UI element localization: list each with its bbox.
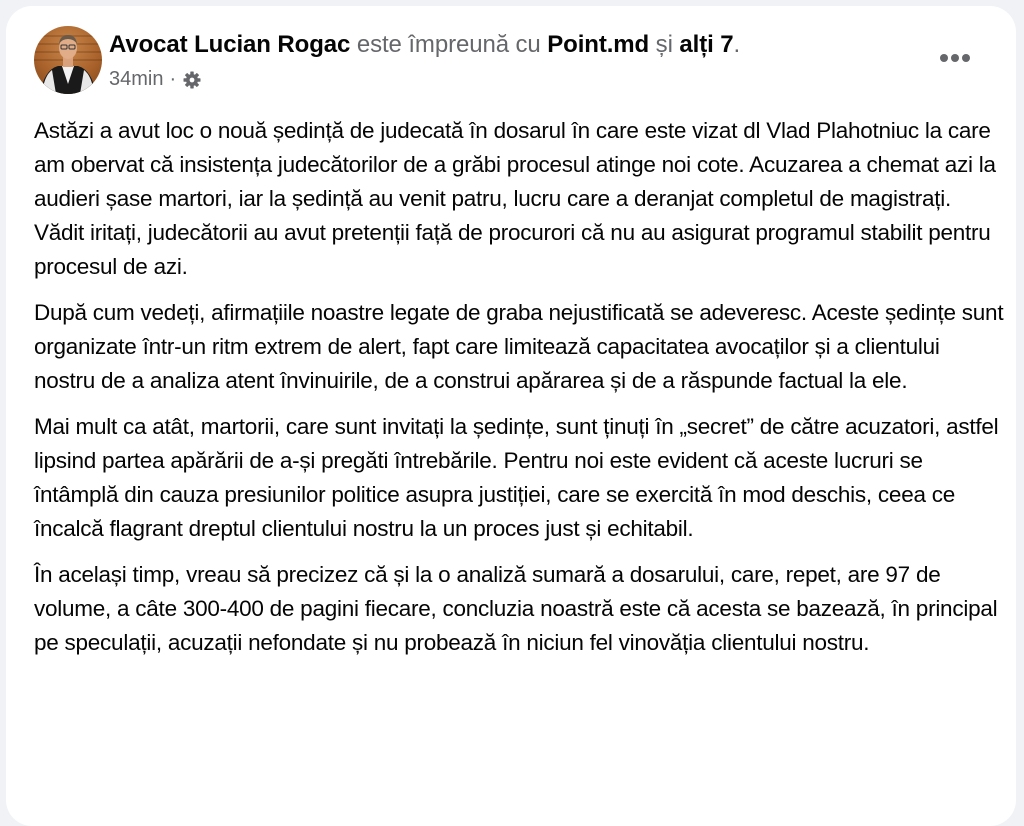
and-text: și [649,31,680,58]
more-options-button[interactable] [940,48,970,68]
meta-separator: · [169,68,177,90]
tagged-page-link[interactable]: Point.md [547,31,650,58]
more-dot [940,54,948,62]
others-link[interactable]: alți 7 [679,31,734,58]
post-paragraph: În același timp, vreau să precizez că și la o analiză sumară a dosarului, care, repet, are 97 de volume, a câte 300-400 de pagini fiecare, concluzia noastră este că acesta se bazează, în principal pe speculații, acuzații nefondate și nu probează în niciun fel vinovăția clientului nostru. [34,562,998,655]
period: . [733,31,741,58]
post-paragraph: Mai mult ca atât, martorii, care sunt invitați la ședințe, sunt ținuți în „secret” de către acuzatori, astfel lipsind partea apărării de a-și pregăti întrebările. Pentru noi este evident că aceste lucruri se întâmplă din cauza presiunilor politice asupra justiției, care se exercită în mod deschis, ceea ce încalcă flagrant dreptul clientului nostru la un proces just și echitabil. [34,414,999,541]
author-avatar[interactable] [34,26,102,94]
more-dot [962,54,970,62]
post-body [34,114,1004,672]
gear-icon[interactable] [182,70,202,90]
author-name-link[interactable]: Avocat Lucian Rogac [109,31,351,58]
more-dot [951,54,959,62]
post-timestamp[interactable]: 34min [109,68,164,90]
post-meta [109,68,202,91]
post-header [26,26,1006,98]
post-card [6,6,1016,826]
with-text: este împreună cu [350,31,548,58]
author-line [109,31,740,59]
post-paragraph: Astăzi a avut loc o nouă ședință de judecată în dosarul în care este vizat dl Vlad Plahotniuc la care am obervat că insistența judecătorilor de a grăbi procesul atinge noi cote. Acuzarea a chemat azi la audieri șase martori, iar la ședință au venit patru, lucru care a deranjat completul de magistrați. Vădit iritați, judecătorii au avut pretenții față de procurori că nu au asigurat programul stabilit pentru procesul de azi. [34,118,996,279]
avatar-photo [34,26,102,94]
post-paragraph: După cum vedeți, afirmațiile noastre legate de graba nejustificată se adeveresc. Aceste ședințe sunt organizate într-un ritm extrem de alert, fapt care limitează capacitatea avocaților și a clientului nostru de a analiza atent învinuirile, de a construi apărarea și de a răspunde factual la ele. [34,300,1004,393]
